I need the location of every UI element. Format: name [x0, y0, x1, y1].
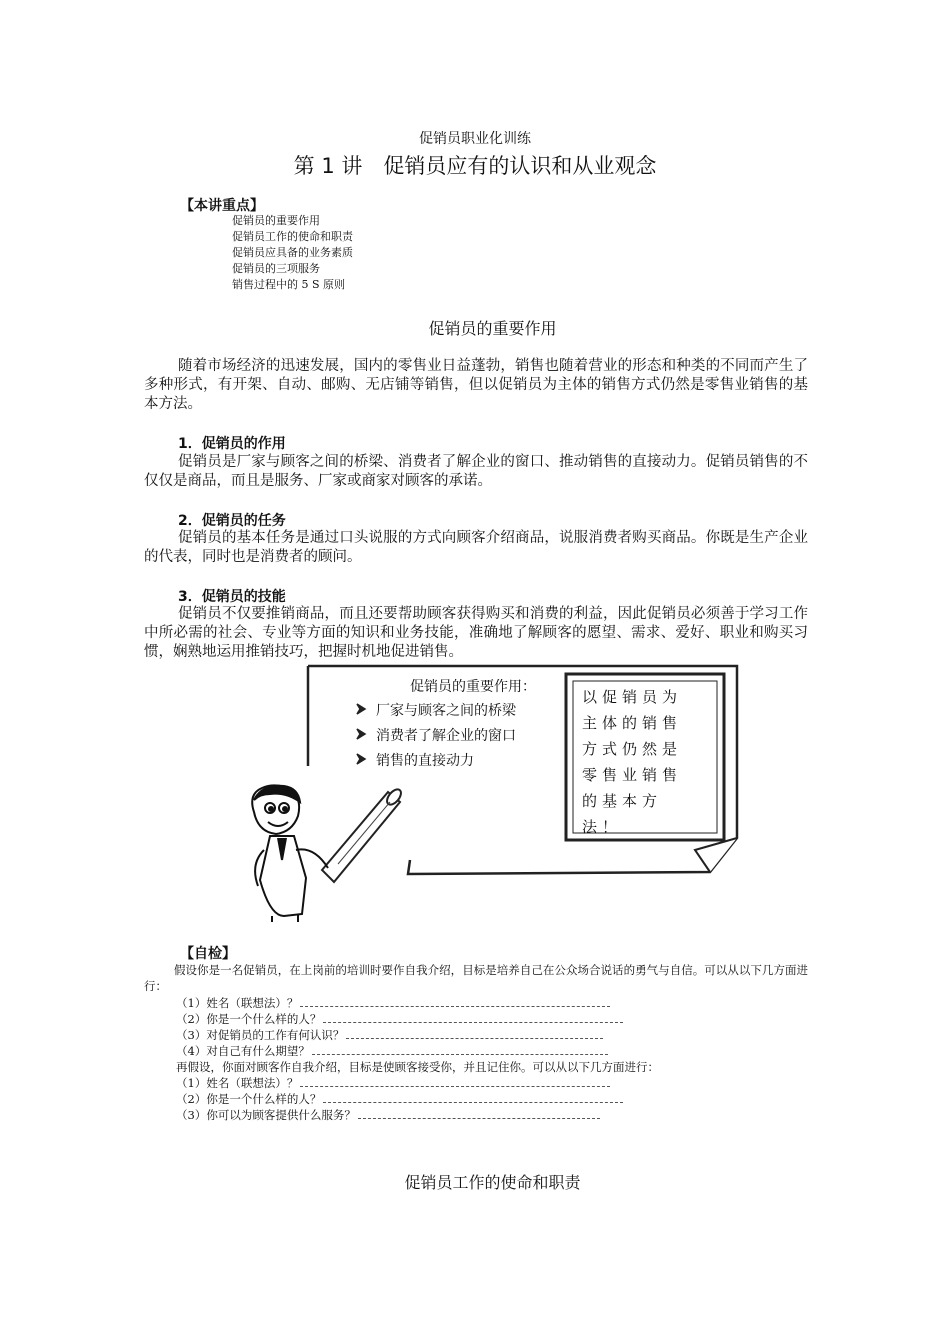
- bullet-arrow-icon: [357, 729, 365, 739]
- key-point-item: 促销员工作的使命和职责: [232, 230, 353, 243]
- board-item: 消费者了解企业的窗口: [376, 728, 516, 744]
- answer-line[interactable]: [346, 1029, 603, 1039]
- key-point-item: 促销员应具备的业务素质: [232, 246, 353, 259]
- cartoon-man-icon: [252, 785, 328, 922]
- answer-line[interactable]: [300, 1077, 610, 1087]
- subsection-paragraph: 促销员是厂家与顾客之间的桥梁、消费者了解企业的窗口、推动销售的直接动力。促销员销售的不仅仅是商品，而且是服务、厂家或商家对顾客的承诺。: [144, 454, 808, 489]
- question-text: （2）你是一个什么样的人？: [176, 1092, 322, 1106]
- answer-line[interactable]: [323, 1093, 623, 1103]
- self-check-question: [176, 1027, 603, 1043]
- board-item: 销售的直接动力: [376, 753, 474, 769]
- answer-line[interactable]: [358, 1109, 600, 1119]
- self-check-question: [176, 1075, 610, 1091]
- board-title: 促销员的重要作用：: [410, 679, 536, 695]
- question-text: （4）对自己有什么期望？: [176, 1044, 310, 1058]
- self-check-question: [176, 1011, 623, 1027]
- section-intro-paragraph: 随着市场经济的迅速发展，国内的零售业日益蓬勃，销售也随着营业的形态和种类的不同而产生了多种形式，有开架、自动、邮购、无店铺等销售，但以促销员为主体的销售方式仍然是零售业销售的基本方法。: [144, 358, 808, 412]
- question-text: （1）姓名（联想法）？: [176, 996, 299, 1010]
- board-page-curl: [695, 838, 737, 872]
- self-check-prompt: 再假设，你面对顾客作自我介绍，目标是使顾客接受你，并且记住你。可以从以下几方面进行：: [176, 1060, 659, 1074]
- question-text: （1）姓名（联想法）？: [176, 1076, 299, 1090]
- key-points-heading: 【本讲重点】: [180, 198, 264, 214]
- self-check-prompt: 假设你是一名促销员，在上岗前的培训时要作自我介绍，目标是培养自己在公众场合说话的勇气与自信。可以从以下几方面进行：: [144, 963, 808, 993]
- key-point-item: 销售过程中的 5 S 原则: [232, 278, 346, 291]
- self-check-question: [176, 1091, 623, 1107]
- subsection-heading: 3．促销员的技能: [178, 589, 286, 605]
- question-text: （3）对促销员的工作有何认识？: [176, 1028, 345, 1042]
- bullet-arrow-icon: [357, 704, 365, 714]
- rolled-paper-pointer-icon: [322, 787, 404, 882]
- series-title: 促销员职业化训练: [419, 131, 531, 147]
- self-check-heading: 【自检】: [180, 946, 236, 962]
- key-point-item: 促销员的重要作用: [232, 214, 320, 227]
- note-text: 以促销员为主体的销售方式仍然是零售业销售的基本方法！: [582, 688, 683, 836]
- section-title: 促销员工作的使命和职责: [404, 1173, 581, 1192]
- question-text: （3）你可以为顾客提供什么服务？: [176, 1108, 356, 1122]
- self-check-question: [176, 1107, 600, 1123]
- key-points-list: [232, 213, 353, 293]
- answer-line[interactable]: [300, 997, 610, 1007]
- answer-line[interactable]: [323, 1013, 623, 1023]
- self-check-question: [176, 995, 610, 1011]
- bullet-arrow-icon: [357, 754, 365, 764]
- self-check-question: [176, 1043, 608, 1059]
- question-text: （2）你是一个什么样的人？: [176, 1012, 322, 1026]
- subsection-heading: 1．促销员的作用: [178, 436, 286, 452]
- lecture-title: 第 1 讲 促销员应有的认识和从业观念: [293, 154, 657, 178]
- subsection-paragraph: 促销员的基本任务是通过口头说服的方式向顾客介绍商品，说服消费者购买商品。你既是生产企业的代表，同时也是消费者的顾问。: [144, 530, 808, 565]
- board-item: 厂家与顾客之间的桥梁: [376, 703, 516, 719]
- bullet-arrow-icons: [357, 704, 365, 764]
- subsection-heading: 2．促销员的任务: [178, 513, 286, 529]
- answer-line[interactable]: [312, 1045, 608, 1055]
- subsection-paragraph: 促销员不仅要推销商品，而且还要帮助顾客获得购买和消费的利益，因此促销员必须善于学习工作中所必需的社会、专业等方面的知识和业务技能，准确地了解顾客的愿望、需求、爱好、职业和购买习惯，娴熟地运用推销技巧，把握时机地促进销售。: [144, 606, 808, 660]
- section-title: 促销员的重要作用: [428, 319, 557, 338]
- key-point-item: 促销员的三项服务: [232, 262, 320, 275]
